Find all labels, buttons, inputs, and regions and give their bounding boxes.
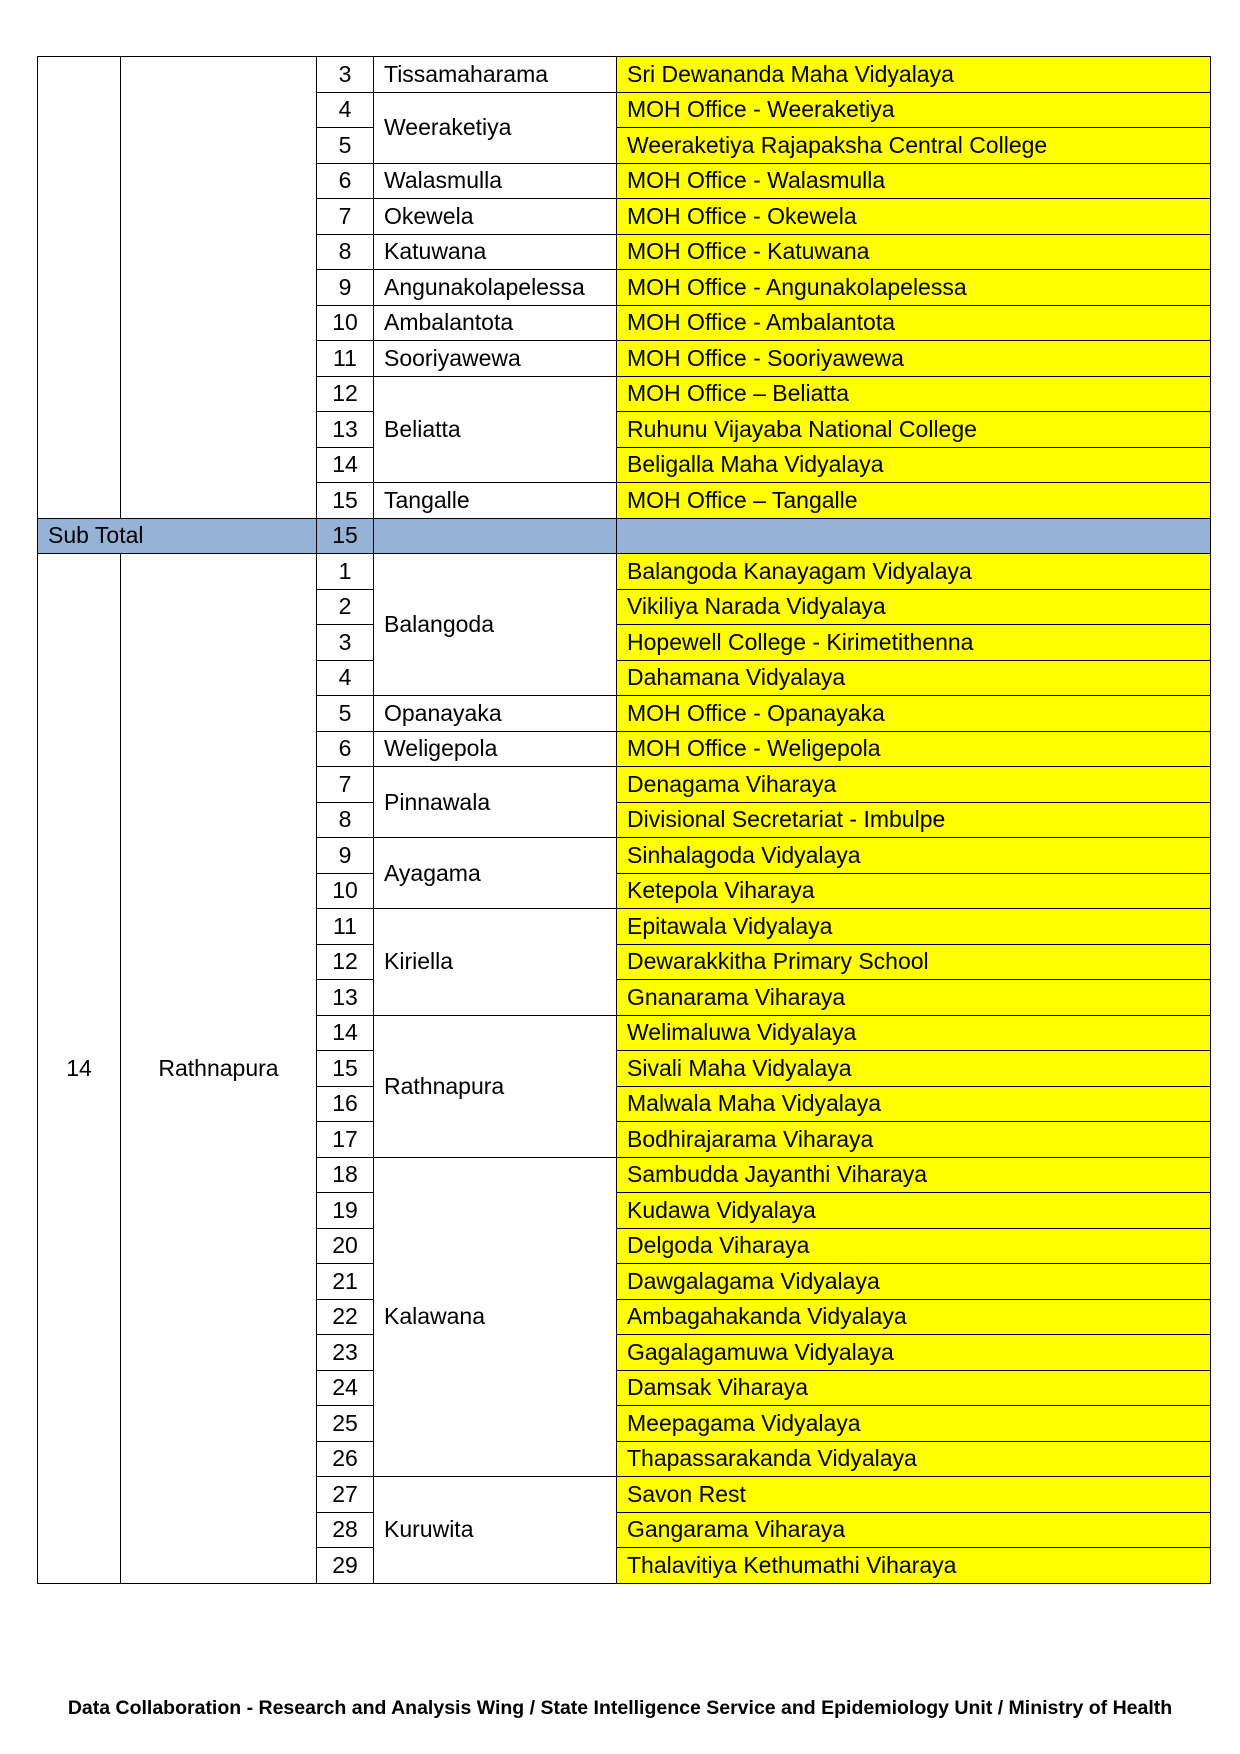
site-number-cell: 27 — [317, 1477, 374, 1513]
site-number-cell: 14 — [317, 1015, 374, 1051]
moh-area-cell: Weeraketiya — [374, 92, 617, 163]
site-name-cell: Dawgalagama Vidyalaya — [617, 1264, 1211, 1300]
moh-area-cell: Walasmulla — [374, 163, 617, 199]
site-name-cell: MOH Office - Opanayaka — [617, 696, 1211, 732]
site-name-cell: MOH Office - Weligepola — [617, 731, 1211, 767]
site-name-cell: Kudawa Vidyalaya — [617, 1193, 1211, 1229]
site-name-cell: Gagalagamuwa Vidyalaya — [617, 1335, 1211, 1371]
site-name-cell: Ambagahakanda Vidyalaya — [617, 1299, 1211, 1335]
subtotal-label: Sub Total — [38, 518, 317, 554]
site-number-cell: 11 — [317, 341, 374, 377]
site-name-cell: MOH Office - Walasmulla — [617, 163, 1211, 199]
site-number-cell: 4 — [317, 660, 374, 696]
moh-area-cell: Beliatta — [374, 376, 617, 483]
subtotal-empty-cell — [374, 518, 617, 554]
site-number-cell: 2 — [317, 589, 374, 625]
site-name-cell: Thalavitiya Kethumathi Viharaya — [617, 1548, 1211, 1584]
site-number-cell: 15 — [317, 1051, 374, 1087]
site-name-cell: MOH Office - Angunakolapelessa — [617, 270, 1211, 306]
site-name-cell: Welimaluwa Vidyalaya — [617, 1015, 1211, 1051]
site-name-cell: Sivali Maha Vidyalaya — [617, 1051, 1211, 1087]
site-number-cell: 26 — [317, 1441, 374, 1477]
site-name-cell: Sri Dewananda Maha Vidyalaya — [617, 57, 1211, 93]
site-number-cell: 5 — [317, 696, 374, 732]
site-number-cell: 28 — [317, 1512, 374, 1548]
subtotal-row — [38, 518, 1211, 554]
moh-area-cell: Opanayaka — [374, 696, 617, 732]
site-name-cell: Dewarakkitha Primary School — [617, 944, 1211, 980]
site-name-cell: Ketepola Viharaya — [617, 873, 1211, 909]
site-name-cell: MOH Office – Tangalle — [617, 483, 1211, 519]
site-number-cell: 13 — [317, 412, 374, 448]
moh-area-cell: Katuwana — [374, 234, 617, 270]
site-name-cell: Ruhunu Vijayaba National College — [617, 412, 1211, 448]
site-name-cell: Savon Rest — [617, 1477, 1211, 1513]
site-number-cell: 6 — [317, 163, 374, 199]
site-name-cell: Delgoda Viharaya — [617, 1228, 1211, 1264]
site-name-cell: Bodhirajarama Viharaya — [617, 1122, 1211, 1158]
vaccination-centres-table — [37, 56, 1211, 1584]
site-number-cell: 24 — [317, 1370, 374, 1406]
moh-area-cell: Rathnapura — [374, 1015, 617, 1157]
site-number-cell: 20 — [317, 1228, 374, 1264]
site-number-cell: 5 — [317, 128, 374, 164]
moh-area-cell: Weligepola — [374, 731, 617, 767]
subtotal-empty-cell — [617, 518, 1211, 554]
site-name-cell: Dahamana Vidyalaya — [617, 660, 1211, 696]
moh-area-cell: Kalawana — [374, 1157, 617, 1477]
site-name-cell: Divisional Secretariat - Imbulpe — [617, 802, 1211, 838]
site-name-cell: Hopewell College - Kirimetithenna — [617, 625, 1211, 661]
site-number-cell: 13 — [317, 980, 374, 1016]
site-number-cell: 15 — [317, 483, 374, 519]
subtotal-count: 15 — [317, 518, 374, 554]
site-number-cell: 9 — [317, 838, 374, 874]
moh-area-cell: Balangoda — [374, 554, 617, 696]
site-name-cell: Weeraketiya Rajapaksha Central College — [617, 128, 1211, 164]
page-footer: Data Collaboration - Research and Analysis Wing / State Intelligence Service and Epidemiology Unit / Ministry of Health — [67, 1697, 1173, 1719]
site-name-cell: Denagama Viharaya — [617, 767, 1211, 803]
site-name-cell: Gnanarama Viharaya — [617, 980, 1211, 1016]
site-number-cell: 9 — [317, 270, 374, 306]
site-number-cell: 7 — [317, 199, 374, 235]
moh-area-cell: Ambalantota — [374, 305, 617, 341]
site-name-cell: Sinhalagoda Vidyalaya — [617, 838, 1211, 874]
site-name-cell: MOH Office - Ambalantota — [617, 305, 1211, 341]
moh-area-cell: Sooriyawewa — [374, 341, 617, 377]
site-number-cell: 3 — [317, 625, 374, 661]
site-name-cell: MOH Office - Okewela — [617, 199, 1211, 235]
site-number-cell: 23 — [317, 1335, 374, 1371]
site-name-cell: Vikiliya Narada Vidyalaya — [617, 589, 1211, 625]
site-name-cell: MOH Office - Sooriyawewa — [617, 341, 1211, 377]
moh-area-cell: Pinnawala — [374, 767, 617, 838]
site-name-cell: MOH Office – Beliatta — [617, 376, 1211, 412]
site-number-cell: 12 — [317, 944, 374, 980]
site-number-cell: 6 — [317, 731, 374, 767]
site-number-cell: 22 — [317, 1299, 374, 1335]
table-row — [38, 554, 1211, 590]
site-number-cell: 18 — [317, 1157, 374, 1193]
moh-area-cell: Kiriella — [374, 909, 617, 1016]
site-name-cell: Malwala Maha Vidyalaya — [617, 1086, 1211, 1122]
moh-area-cell: Angunakolapelessa — [374, 270, 617, 306]
site-number-cell: 8 — [317, 802, 374, 838]
table-body — [38, 57, 1211, 1584]
site-number-cell: 25 — [317, 1406, 374, 1442]
site-number-cell: 8 — [317, 234, 374, 270]
site-name-cell: Meepagama Vidyalaya — [617, 1406, 1211, 1442]
site-number-cell: 19 — [317, 1193, 374, 1229]
site-name-cell: Damsak Viharaya — [617, 1370, 1211, 1406]
table-row — [38, 57, 1211, 93]
moh-area-cell: Kuruwita — [374, 1477, 617, 1584]
site-name-cell: Balangoda Kanayagam Vidyalaya — [617, 554, 1211, 590]
site-number-cell: 12 — [317, 376, 374, 412]
site-number-cell: 17 — [317, 1122, 374, 1158]
site-number-cell: 3 — [317, 57, 374, 93]
site-number-cell: 7 — [317, 767, 374, 803]
site-number-cell: 21 — [317, 1264, 374, 1300]
district-name-cell: Rathnapura — [121, 554, 317, 1584]
site-number-cell: 4 — [317, 92, 374, 128]
moh-area-cell: Okewela — [374, 199, 617, 235]
site-name-cell: Thapassarakanda Vidyalaya — [617, 1441, 1211, 1477]
district-number-cell — [38, 57, 121, 519]
moh-area-cell: Tangalle — [374, 483, 617, 519]
site-name-cell: Epitawala Vidyalaya — [617, 909, 1211, 945]
site-name-cell: Gangarama Viharaya — [617, 1512, 1211, 1548]
site-name-cell: Sambudda Jayanthi Viharaya — [617, 1157, 1211, 1193]
site-number-cell: 14 — [317, 447, 374, 483]
moh-area-cell: Ayagama — [374, 838, 617, 909]
site-name-cell: MOH Office - Weeraketiya — [617, 92, 1211, 128]
site-number-cell: 11 — [317, 909, 374, 945]
site-number-cell: 29 — [317, 1548, 374, 1584]
site-name-cell: Beligalla Maha Vidyalaya — [617, 447, 1211, 483]
district-name-cell — [121, 57, 317, 519]
site-number-cell: 16 — [317, 1086, 374, 1122]
district-number-cell: 14 — [38, 554, 121, 1584]
site-number-cell: 10 — [317, 873, 374, 909]
site-name-cell: MOH Office - Katuwana — [617, 234, 1211, 270]
moh-area-cell: Tissamaharama — [374, 57, 617, 93]
site-number-cell: 10 — [317, 305, 374, 341]
site-number-cell: 1 — [317, 554, 374, 590]
